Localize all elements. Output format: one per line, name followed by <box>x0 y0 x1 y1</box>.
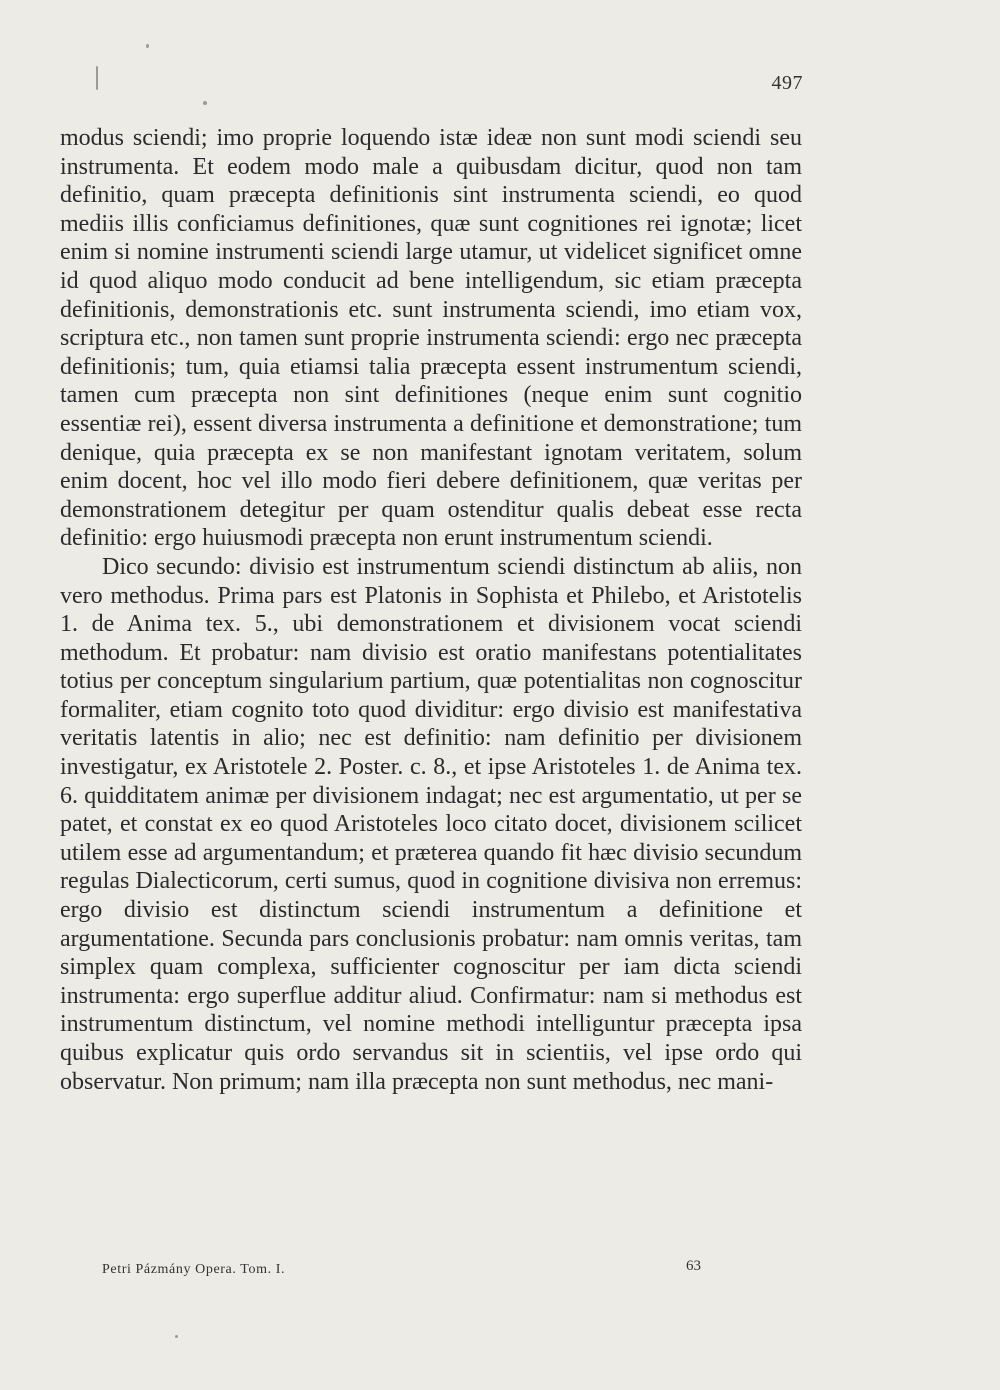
paragraph-1: modus sciendi; imo proprie loquendo istæ ideæ non sunt modi sciendi seu instrumenta. Et eodem modo male a quibusdam dicitur, quod non tam definitio, quam præcepta definitionis sint instrumenta sciendi, eo quod mediis illis conficiamus definitiones, quæ sunt cognitiones rei ignotæ; licet enim si nomine instrumenti sciendi large utamur, ut videlicet significet omne id quod aliquo modo conducit ad bene intelligendum, sic etiam præcepta definitionis, demonstrationis etc. sunt instrumenta sciendi, imo etiam vox, scriptura etc., non tamen sunt proprie instrumenta sciendi: ergo nec præcepta definitionis; tum, quia etiamsi talia præcepta essent instrumentum sciendi, tamen cum præcepta non sint definitiones (neque enim sunt cognitio essentiæ rei), essent diversa instrumenta a definitione et demonstratione; tum denique, quia præcepta ex se non manifestant ignotam veritatem, solum enim docent, hoc vel illo modo fieri debere definitionem, quæ veritas per demonstrationem detegitur per quam ostenditur qualis debeat esse recta definitio: ergo huiusmodi præcepta non erunt instrumentum sciendi. <box>60 125 802 552</box>
footer-signature: Petri Pázmány Opera. Tom. I. <box>102 1262 286 1277</box>
footer-sheet-number: 63 <box>686 1258 701 1274</box>
paragraph-2: Dico secundo: divisio est instrumentum sciendi distinctum ab aliis, non vero methodus. Prima pars est Platonis in Sophista et Philebo, et Aristotelis 1. de Anima tex. 5., ubi demonstrationem et divisionem vocat sciendi methodum. Et probatur: nam divisio est oratio manifestans potentialitates totius per conceptum singularium partium, quæ potentialitas non cognoscitur formaliter, etiam cognito toto quod dividitur: ergo divisio est manifestativa veritatis latentis in alio; nec est definitio: nam definitio per divisionem investigatur, ex Aristotele 2. Poster. c. 8., et ipse Aristoteles 1. de Anima tex. 6. quidditatem animæ per divisionem indagat; nec est argumentatio, ut per se patet, et constat ex eo quod Aristoteles loco citato docet, divisionem scilicet utilem esse ad argumentandum; et præterea quando fit hæc divisio secundum regulas Dialecticorum, certi sumus, quod in cognitione divisiva non erremus: ergo divisio est distinctum sciendi instrumentum a definitione et argumentatione. Secunda pars conclusionis probatur: nam omnis veritas, tam simplex quam complexa, sufficienter cognoscitur per iam dicta sciendi instrumenta: ergo superflue additur aliud. Confirmatur: nam si methodus est instrumentum distinctum, vel nomine methodi intelliguntur præcepta ipsa quibus explicatur quis ordo servandus sit in scientiis, vel ipse ordo qui observatur. Non primum; nam illa præcepta non sunt methodus, nec mani- <box>60 553 802 1095</box>
scan-speck <box>203 101 207 105</box>
body-text <box>60 124 802 1096</box>
scan-speck <box>175 1335 178 1338</box>
scan-speck <box>96 66 98 90</box>
page-number: 497 <box>771 72 803 94</box>
scan-speck <box>146 44 149 48</box>
